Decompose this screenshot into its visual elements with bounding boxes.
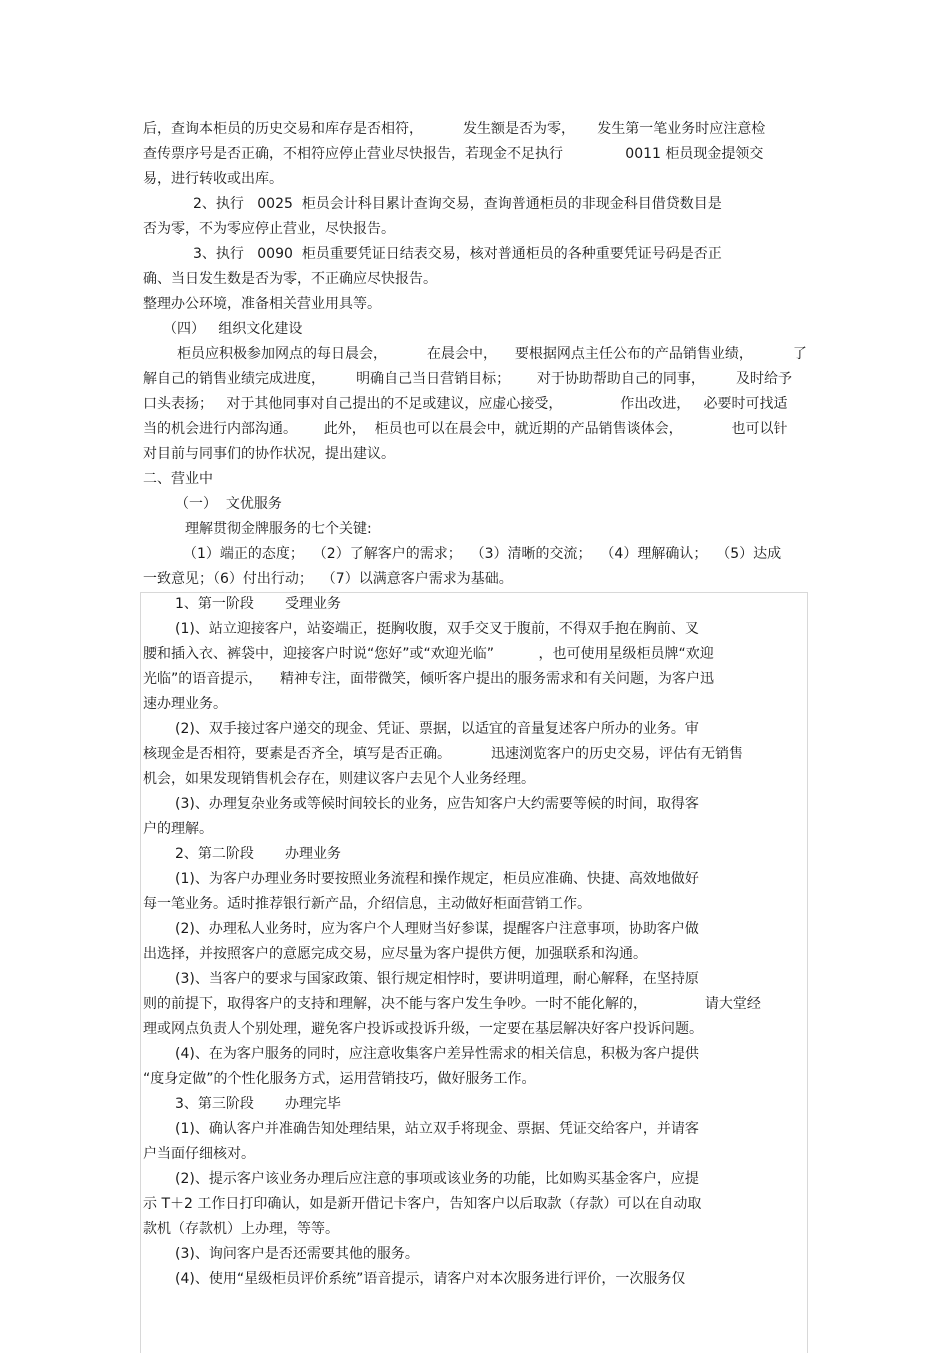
- text-line: 户的理解。: [143, 821, 213, 837]
- text-line: 柜员应积极参加网点的每日晨会， 在晨会中， 要根据网点主任公布的产品销售业绩， 了: [177, 346, 807, 362]
- text-line: 2、执行 0025 柜员会计科目累计查询交易，查询普通柜员的非现金科目借贷数目是: [193, 196, 722, 212]
- text-line: 口头表扬； 对于其他同事对自己提出的不足或建议，应虚心接受， 作出改进， 必要时可找适: [143, 396, 788, 412]
- text-line: (1)、站立迎接客户，站姿端正，挺胸收腹，双手交叉于腹前，不得双手抱在胸前、叉: [175, 621, 699, 637]
- text-line: (3)、办理复杂业务或等候时间较长的业务，应告知客户大约需要等候的时间，取得客: [175, 796, 699, 812]
- text-line: 一致意见；（6）付出行动； （7）以满意客户需求为基础。: [143, 571, 513, 587]
- text-line: 3、执行 0090 柜员重要凭证日结表交易，核对普通柜员的各种重要凭证号码是否正: [193, 246, 722, 262]
- stage-heading: 1、第一阶段 受理业务: [175, 596, 342, 612]
- section-heading: （一） 文优服务: [175, 496, 282, 512]
- text-line: 后，查询本柜员的历史交易和库存是否相符， 发生额是否为零， 发生第一笔业务时应注意检: [143, 121, 766, 137]
- section-heading: （四） 组织文化建设: [163, 321, 303, 337]
- text-line: (3)、询问客户是否还需要其他的服务。: [175, 1246, 419, 1262]
- text-line: 机会，如果发现销售机会存在，则建议客户去见个人业务经理。: [143, 771, 535, 787]
- text-line: (4)、使用“星级柜员评价系统”语音提示，请客户对本次服务进行评价，一次服务仅: [175, 1271, 686, 1287]
- text-line: 理解贯彻金牌服务的七个关键:: [185, 521, 372, 537]
- text-line: 则的前提下，取得客户的支持和理解，决不能与客户发生争吵。一时不能化解的， 请大堂经: [143, 996, 761, 1012]
- text-line: 整理办公环境，准备相关营业用具等。: [143, 296, 381, 312]
- text-line: 易，进行转收或出库。: [143, 171, 283, 187]
- text-line: （1）端正的态度； （2）了解客户的需求； （3）清晰的交流； （4）理解确认； （5）达成: [183, 546, 782, 562]
- text-line: 核现金是否相符，要素是否齐全，填写是否正确。 迅速浏览客户的历史交易，评估有无销售: [143, 746, 744, 762]
- stage-heading: 3、第三阶段 办理完毕: [175, 1096, 342, 1112]
- text-line: (2)、提示客户该业务办理后应注意的事项或该业务的功能，比如购买基金客户，应提: [175, 1171, 699, 1187]
- text-line: (3)、当客户的要求与国家政策、银行规定相悖时，要讲明道理，耐心解释，在坚持原: [175, 971, 699, 987]
- text-line: (2)、双手接过客户递交的现金、凭证、票据，以适宜的音量复述客户所办的业务。审: [175, 721, 699, 737]
- text-line: (4)、在为客户服务的同时，应注意收集客户差异性需求的相关信息，积极为客户提供: [175, 1046, 699, 1062]
- text-line: (1)、确认客户并准确告知处理结果，站立双手将现金、票据、凭证交给客户，并请客: [175, 1121, 699, 1137]
- text-line: 确、当日发生数是否为零，不正确应尽快报告。: [143, 271, 437, 287]
- text-line: 出选择，并按照客户的意愿完成交易，应尽量为客户提供方便，加强联系和沟通。: [143, 946, 647, 962]
- stage-heading: 2、第二阶段 办理业务: [175, 846, 342, 862]
- text-line: 查传票序号是否正确，不相符应停止营业尽快报告，若现金不足执行 0011 柜员现金提领交: [143, 146, 764, 162]
- text-line: 解自己的销售业绩完成进度， 明确自己当日营销目标； 对于协助帮助自己的同事， 及时给予: [143, 371, 793, 387]
- text-line: 示 T＋2 工作日打印确认，如是新开借记卡客户，告知客户以后取款（存款）可以在自动取: [143, 1196, 702, 1212]
- section-heading: 二、营业中: [143, 471, 213, 487]
- text-line: 当的机会进行内部沟通。 此外， 柜员也可以在晨会中，就近期的产品销售谈体会， 也可以针: [143, 421, 788, 437]
- text-line: “度身定做”的个性化服务方式，运用营销技巧，做好服务工作。: [143, 1071, 536, 1087]
- text-line: 理或网点负责人个别处理，避免客户投诉或投诉升级，一定要在基层解决好客户投诉问题。: [143, 1021, 703, 1037]
- text-line: 每一笔业务。适时推荐银行新产品，介绍信息，主动做好柜面营销工作。: [143, 896, 591, 912]
- text-line: (2)、办理私人业务时，应为客户个人理财当好参谋，提醒客户注意事项，协助客户做: [175, 921, 699, 937]
- text-line: 腰和插入衣、裤袋中，迎接客户时说“您好”或“欢迎光临” ，也可使用星级柜员牌“欢迎: [143, 646, 714, 662]
- text-line: (1)、为客户办理业务时要按照业务流程和操作规定，柜员应准确、快捷、高效地做好: [175, 871, 699, 887]
- text-line: 户当面仔细核对。: [143, 1146, 255, 1162]
- text-line: 款机（存款机）上办理，等等。: [143, 1221, 339, 1237]
- text-line: 对目前与同事们的协作状况，提出建议。: [143, 446, 395, 462]
- text-line: 速办理业务。: [143, 696, 227, 712]
- text-line: 否为零，不为零应停止营业，尽快报告。: [143, 221, 395, 237]
- text-line: 光临”的语音提示， 精神专注，面带微笑，倾听客户提出的服务需求和有关问题，为客户迅: [143, 671, 715, 687]
